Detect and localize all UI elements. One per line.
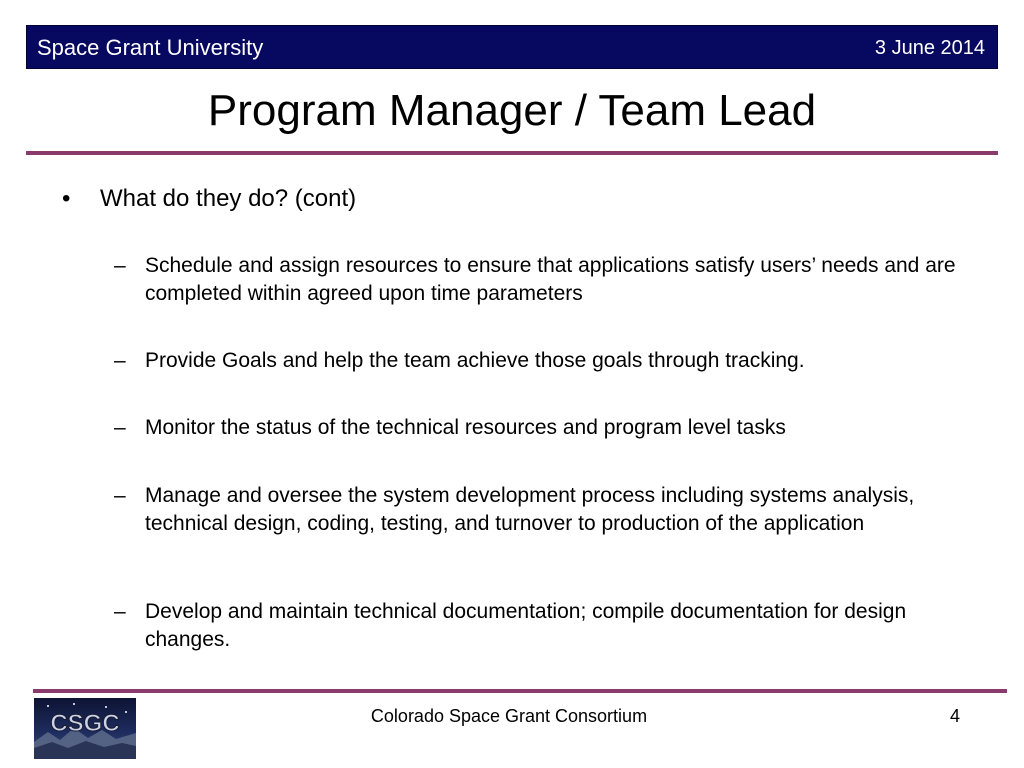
sub-bullet-text: Monitor the status of the technical resources and program level tasks	[145, 416, 786, 439]
organization-name: Space Grant University	[37, 35, 264, 60]
sub-bullet-text: Schedule and assign resources to ensure that applications satisfy users’ needs and are completed within agreed upon time parameters	[145, 254, 956, 305]
dash-marker: –	[114, 416, 126, 439]
slide-date: 3 June 2014	[874, 37, 985, 59]
dash-marker: –	[114, 349, 126, 372]
bullet-marker: •	[62, 185, 71, 212]
slide-header-bar	[26, 25, 998, 69]
sub-bullet	[114, 482, 974, 538]
page-number: 4	[950, 706, 961, 726]
slide-title: Program Manager / Team Lead	[207, 86, 817, 135]
main-bullet-text: What do they do? (cont)	[100, 185, 357, 212]
dash-marker: –	[114, 484, 126, 507]
sub-bullet-text: Manage and oversee the system development process including systems analysis, technical design, coding, testing, and turnover to production of the application	[145, 484, 915, 535]
sub-bullet-text: Provide Goals and help the team achieve those goals through tracking.	[145, 349, 805, 372]
dash-marker: –	[114, 254, 126, 277]
sub-bullet	[114, 252, 974, 308]
sub-bullet-text: Develop and maintain technical documentation; compile documentation for design changes.	[145, 600, 907, 651]
footer-organization: Colorado Space Grant Consortium	[370, 706, 648, 726]
logo-lettering: CSGC	[50, 710, 120, 737]
dash-marker: –	[114, 600, 126, 623]
title-divider	[26, 151, 998, 155]
footer-divider	[33, 689, 1007, 693]
sub-bullet	[114, 598, 974, 654]
sub-bullet	[114, 347, 974, 375]
sub-bullet	[114, 414, 974, 442]
